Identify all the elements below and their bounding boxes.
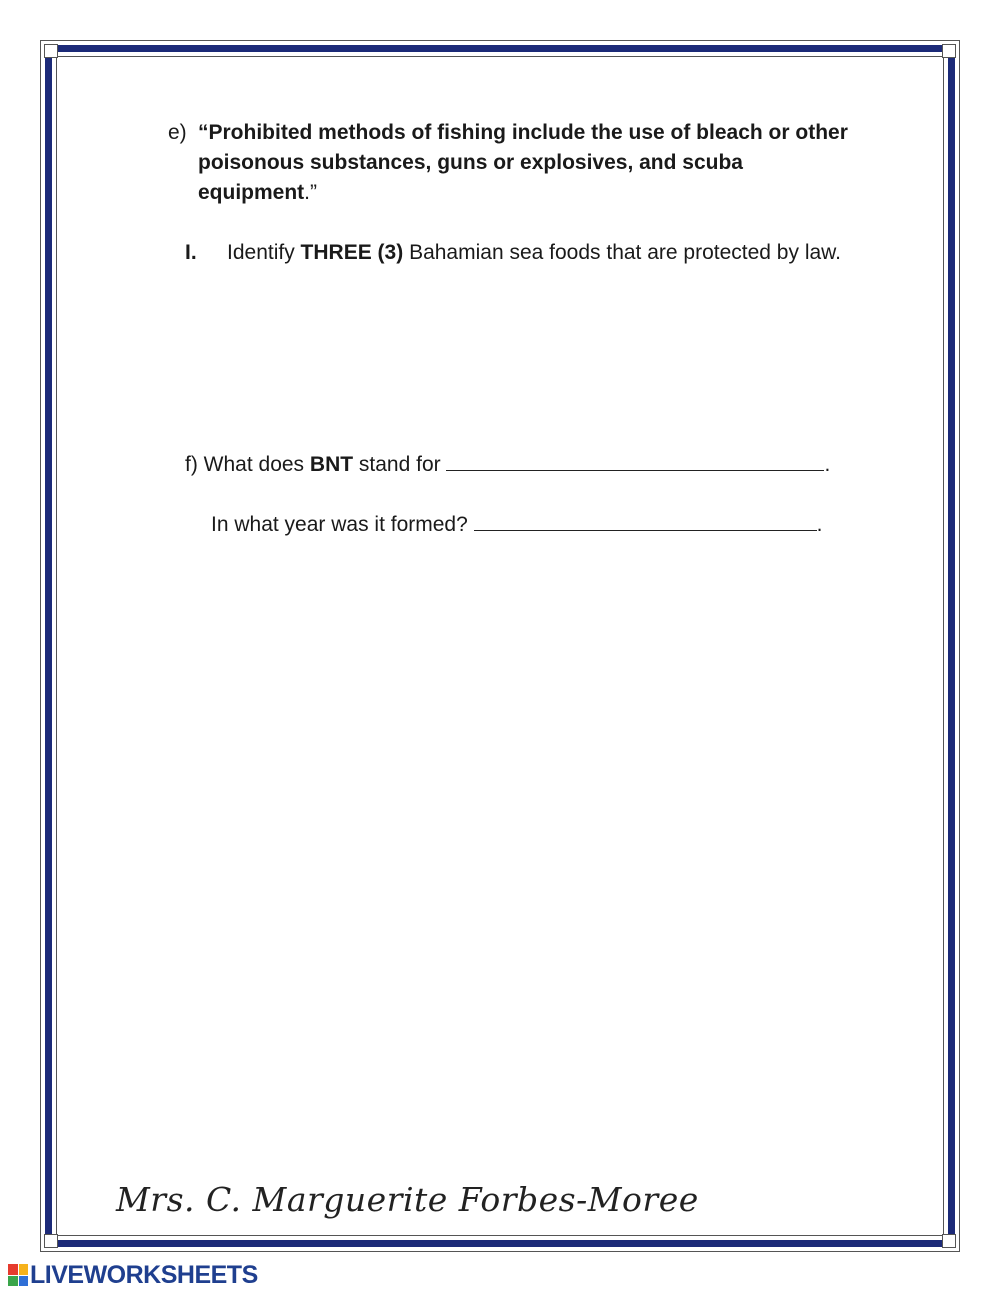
liveworksheets-brand: LIVEWORKSHEETS — [30, 1260, 258, 1289]
count-emphasis: THREE (3) — [300, 241, 404, 264]
question-e-quote — [198, 118, 858, 208]
liveworksheets-logo-icon — [8, 1264, 28, 1286]
year-answer-blank[interactable] — [474, 510, 817, 531]
border-corner-ornament — [942, 44, 956, 58]
bnt-emphasis: BNT — [309, 453, 354, 476]
question-e-label: e) — [168, 121, 187, 144]
border-corner-ornament — [942, 1234, 956, 1248]
liveworksheets-logo — [8, 1262, 258, 1288]
question-f-label: f) — [185, 453, 198, 476]
border-corner-ornament — [44, 44, 58, 58]
question-e-sub-i — [185, 238, 875, 268]
question-f-year: In what year was it formed? . — [211, 510, 911, 540]
quote-open-mark: “ — [198, 121, 209, 144]
question-f: f) What does BNT stand for . — [185, 450, 905, 480]
sub-question-label: I. — [185, 241, 197, 264]
quote-close-mark: .” — [304, 181, 317, 204]
border-corner-ornament — [44, 1234, 58, 1248]
question-e — [168, 118, 868, 208]
author-signature: Mrs. C. Marguerite Forbes-Moree — [116, 1180, 699, 1219]
page-border-inner — [56, 56, 944, 1236]
bnt-answer-blank[interactable] — [446, 450, 824, 471]
sub-question-text: Identify THREE (3) Bahamian sea foods that are protected by law. — [227, 241, 842, 264]
quote-text: Prohibited methods of fishing include the use of bleach or other poisonous substances, guns or explosives, and scuba equipment — [198, 121, 848, 204]
